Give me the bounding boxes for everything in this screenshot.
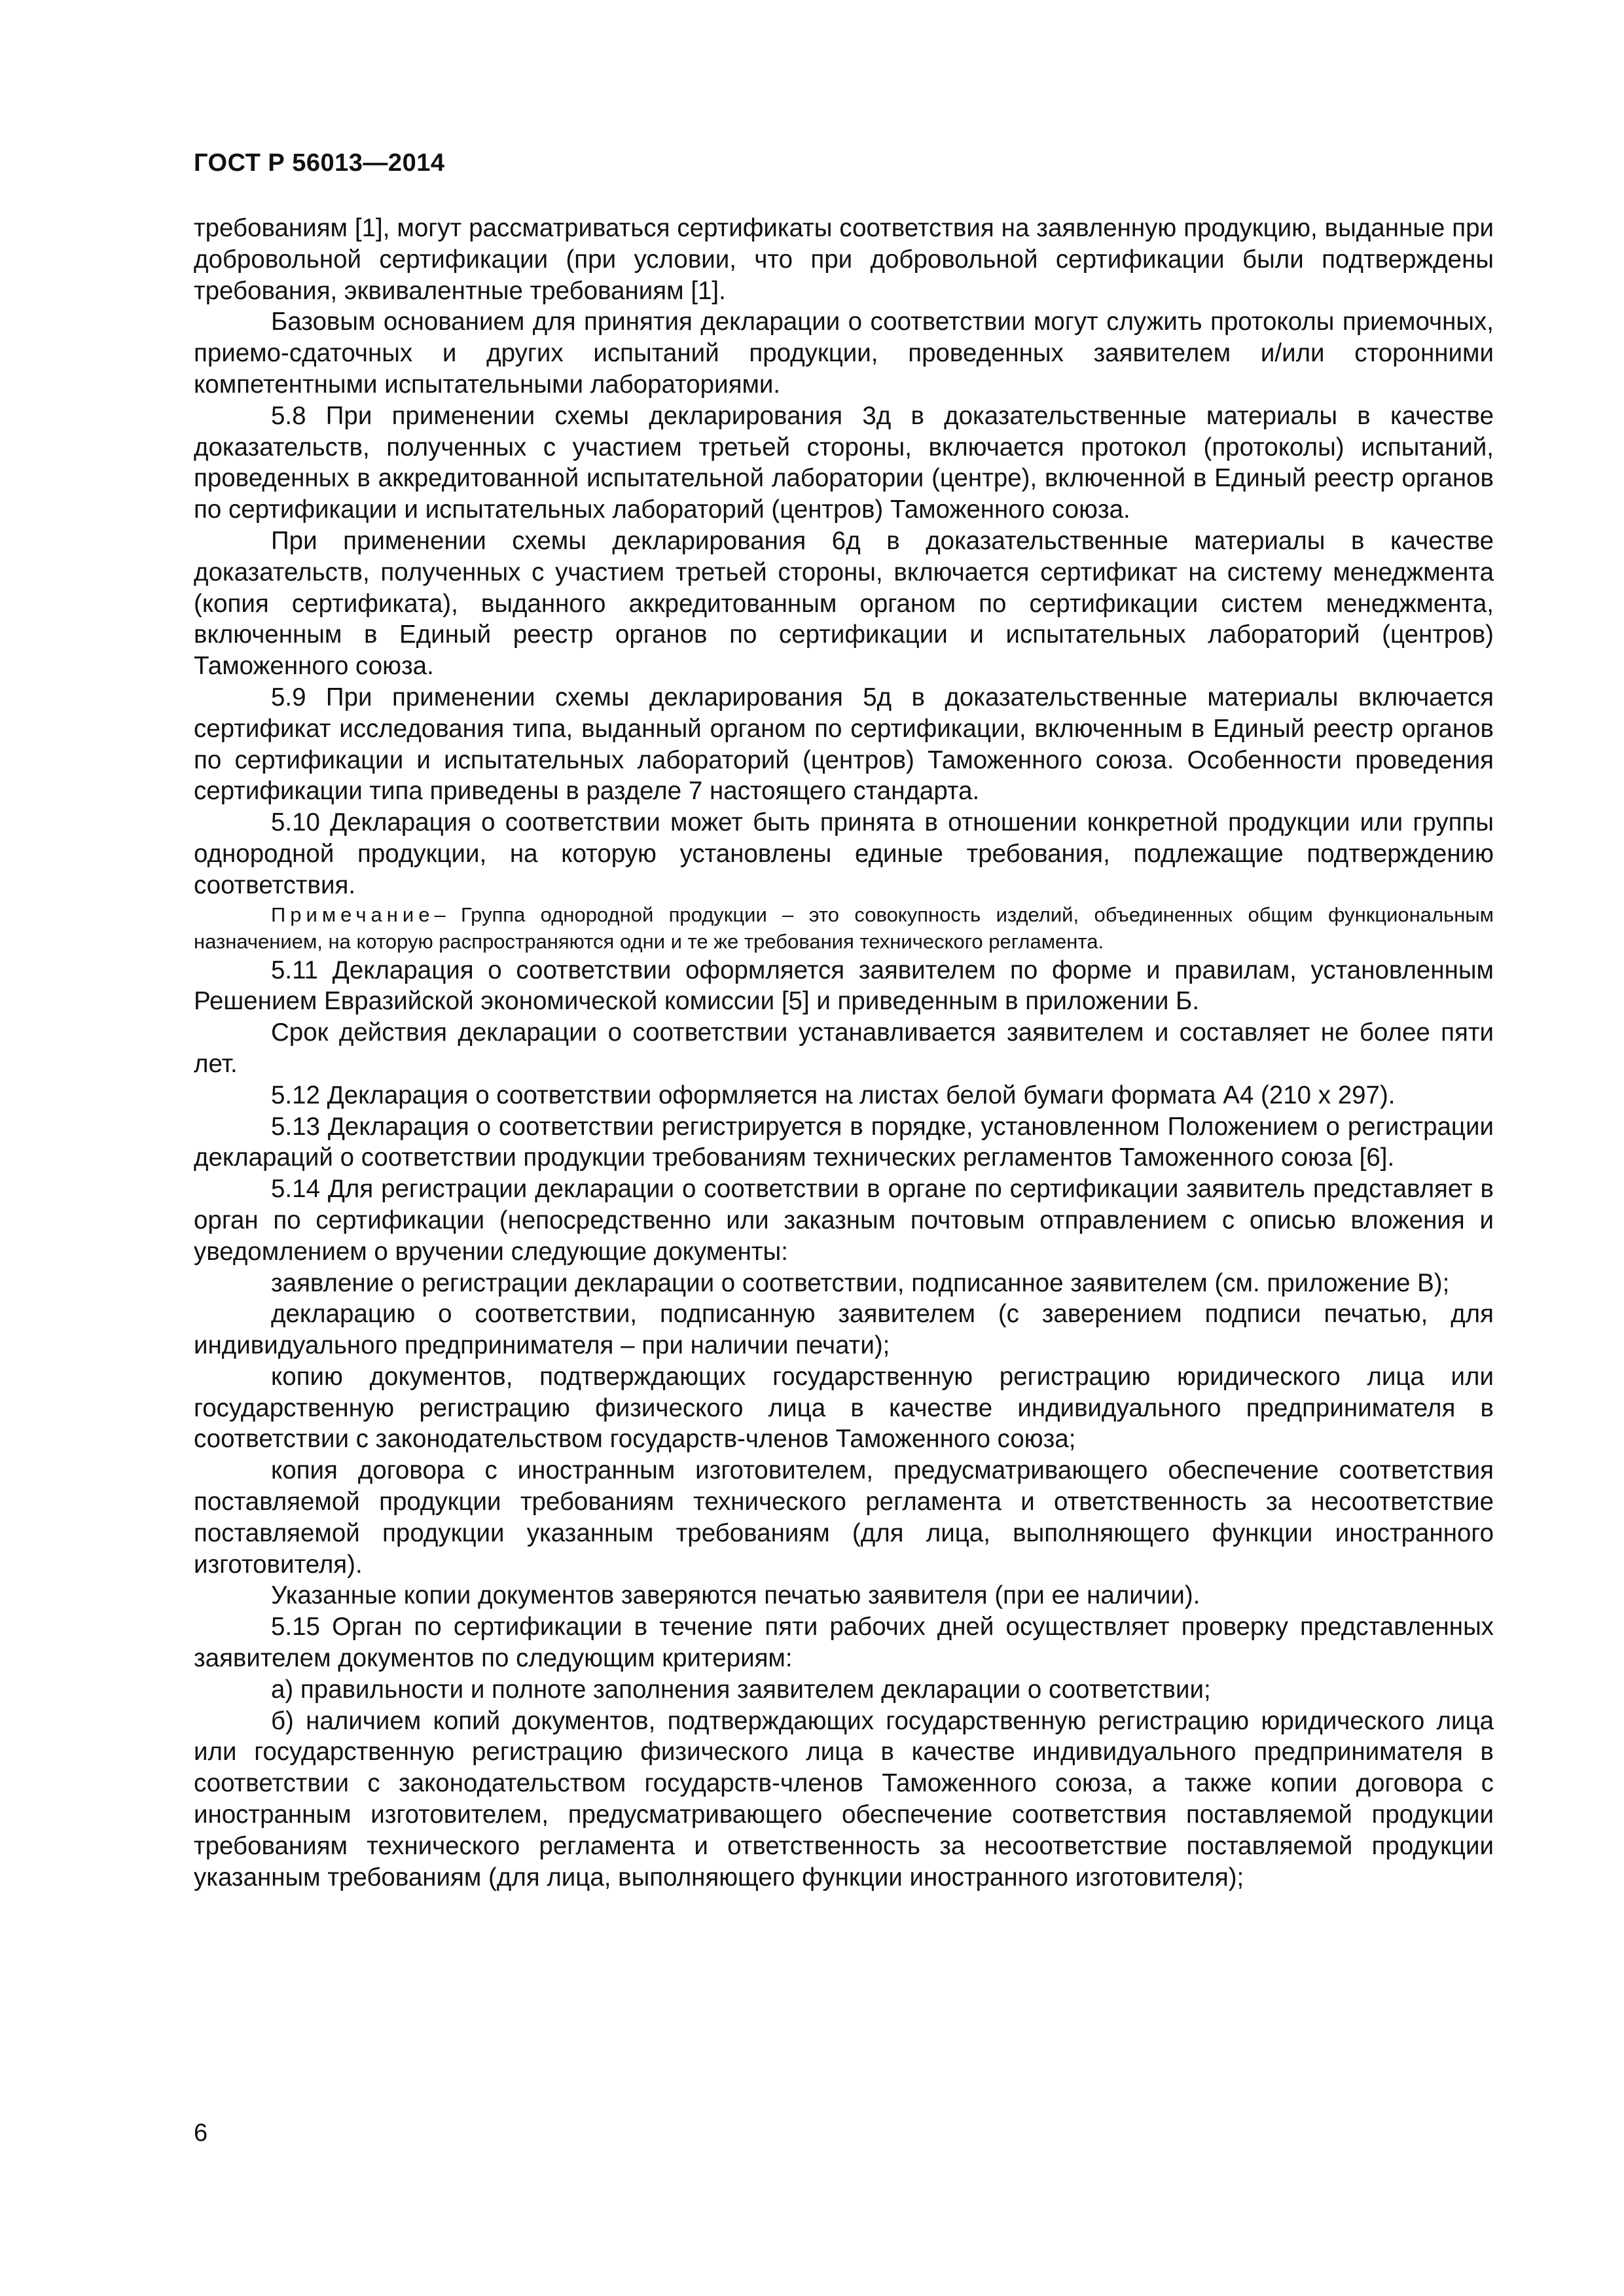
list-item: декларацию о соответствии, подписанную заявителем (с заверением подписи печатью, для индивидуального предпринимателя – при наличии печати);	[194, 1300, 1494, 1360]
note-label: Примечание	[271, 903, 435, 926]
paragraph: 5.11 Декларация о соответствии оформляется заявителем по форме и правилам, установленным Решением Евразийской экономической комиссии [5] и приведенным в приложении Б.	[194, 956, 1494, 1016]
page-number: 6	[194, 2119, 208, 2147]
list-item: заявление о регистрации декларации о соответствии, подписанное заявителем (см. приложение В);	[271, 1268, 1450, 1297]
list-item: копия договора с иностранным изготовителем, предусматривающего обеспечение соответствия поставляемой продукции требованиям технического регламента и ответственность за несоответствие поставляемой продукции указанным требованиям (для лица, выполняющего функции иностранного изготовителя).	[194, 1456, 1494, 1579]
list-item: а) правильности и полноте заполнения заявителем декларации о соответствии;	[271, 1675, 1211, 1704]
paragraph: 5.12 Декларация о соответствии оформляется на листах белой бумаги формата А4 (210 х 297).	[271, 1081, 1396, 1109]
paragraph: требованиям [1], могут рассматриваться сертификаты соответствия на заявленную продукцию, выданные при добровольной сертификации (при условии, что при добровольной сертификации были подтверждены требования, эквивалентные требованиям [1].	[194, 214, 1494, 305]
list-item: б) наличием копий документов, подтверждающих государственную регистрацию юридического лица или государственную регистрацию физического лица в качестве индивидуального предпринимателя в соответствии с законодательством государств-членов Таможенного союза, а также копии договора с иностранным изготовителем, предусматривающего обеспечение соответствия поставляемой продукции требованиям технического регламента и ответственность за несоответствие поставляемой продукции указанным требованиям (для лица, выполняющего функции иностранного изготовителя);	[194, 1706, 1494, 1892]
list-item: копию документов, подтверждающих государственную регистрацию юридического лица или государственную регистрацию физического лица в качестве индивидуального предпринимателя в соответствии с законодательством государств-членов Таможенного союза;	[194, 1362, 1494, 1454]
paragraph: 5.13 Декларация о соответствии регистрируется в порядке, установленном Положением о регистрации деклараций о соответствии продукции требованиям технических регламентов Таможенного союза [6].	[194, 1112, 1494, 1172]
paragraph: Базовым основанием для принятия декларации о соответствии могут служить протоколы приемочных, приемо-сдаточных и других испытаний продукции, проведенных заявителем и/или сторонними компетентными испытательными лабораториями.	[194, 308, 1494, 399]
document-body	[194, 213, 1494, 1893]
note-text: – Группа однородной продукции – это совокупность изделий, объединенных общим функциональным назначением, на которую распространяются одни и те же требования технического регламента.	[194, 903, 1494, 953]
paragraph: 5.9 При применении схемы декларирования 5д в доказательственные материалы включается сертификат исследования типа, выданный органом по сертификации, включенным в Единый реестр органов по сертификации и испытательных лабораторий (центров) Таможенного союза. Особенности проведения сертификации типа приведены в разделе 7 настоящего стандарта.	[194, 683, 1494, 806]
paragraph: 5.14 Для регистрации декларации о соответствии в органе по сертификации заявитель представляет в орган по сертификации (непосредственно или заказным почтовым отправлением с описью вложения и уведомлением о вручении следующие документы:	[194, 1175, 1494, 1266]
paragraph: Срок действия декларации о соответствии устанавливается заявителем и составляет не более пяти лет.	[194, 1018, 1494, 1078]
paragraph: 5.10 Декларация о соответствии может быть принята в отношении конкретной продукции или группы однородной продукции, на которую установлены единые требования, подлежащие подтверждению соответствия.	[194, 808, 1494, 899]
paragraph: 5.8 При применении схемы декларирования 3д в доказательственные материалы в качестве доказательств, полученных с участием третьей стороны, включается протокол (протоколы) испытаний, проведенных в аккредитованной испытательной лаборатории (центре), включенной в Единый реестр органов по сертификации и испытательных лабораторий (центров) Таможенного союза.	[194, 401, 1494, 524]
paragraph: 5.15 Орган по сертификации в течение пяти рабочих дней осуществляет проверку представленных заявителем документов по следующим критериям:	[194, 1613, 1494, 1673]
paragraph: При применении схемы декларирования 6д в доказательственные материалы в качестве доказательств, полученных с участием третьей стороны, включается сертификат на систему менеджмента (копия сертификата), выданного аккредитованным органом по сертификации систем менеджмента, включенным в Единый реестр органов по сертификации и испытательных лабораторий (центров) Таможенного союза.	[194, 526, 1494, 681]
paragraph: Указанные копии документов заверяются печатью заявителя (при ее наличии).	[271, 1581, 1200, 1610]
document-code-header: ГОСТ Р 56013—2014	[194, 149, 445, 177]
note	[194, 901, 1494, 955]
